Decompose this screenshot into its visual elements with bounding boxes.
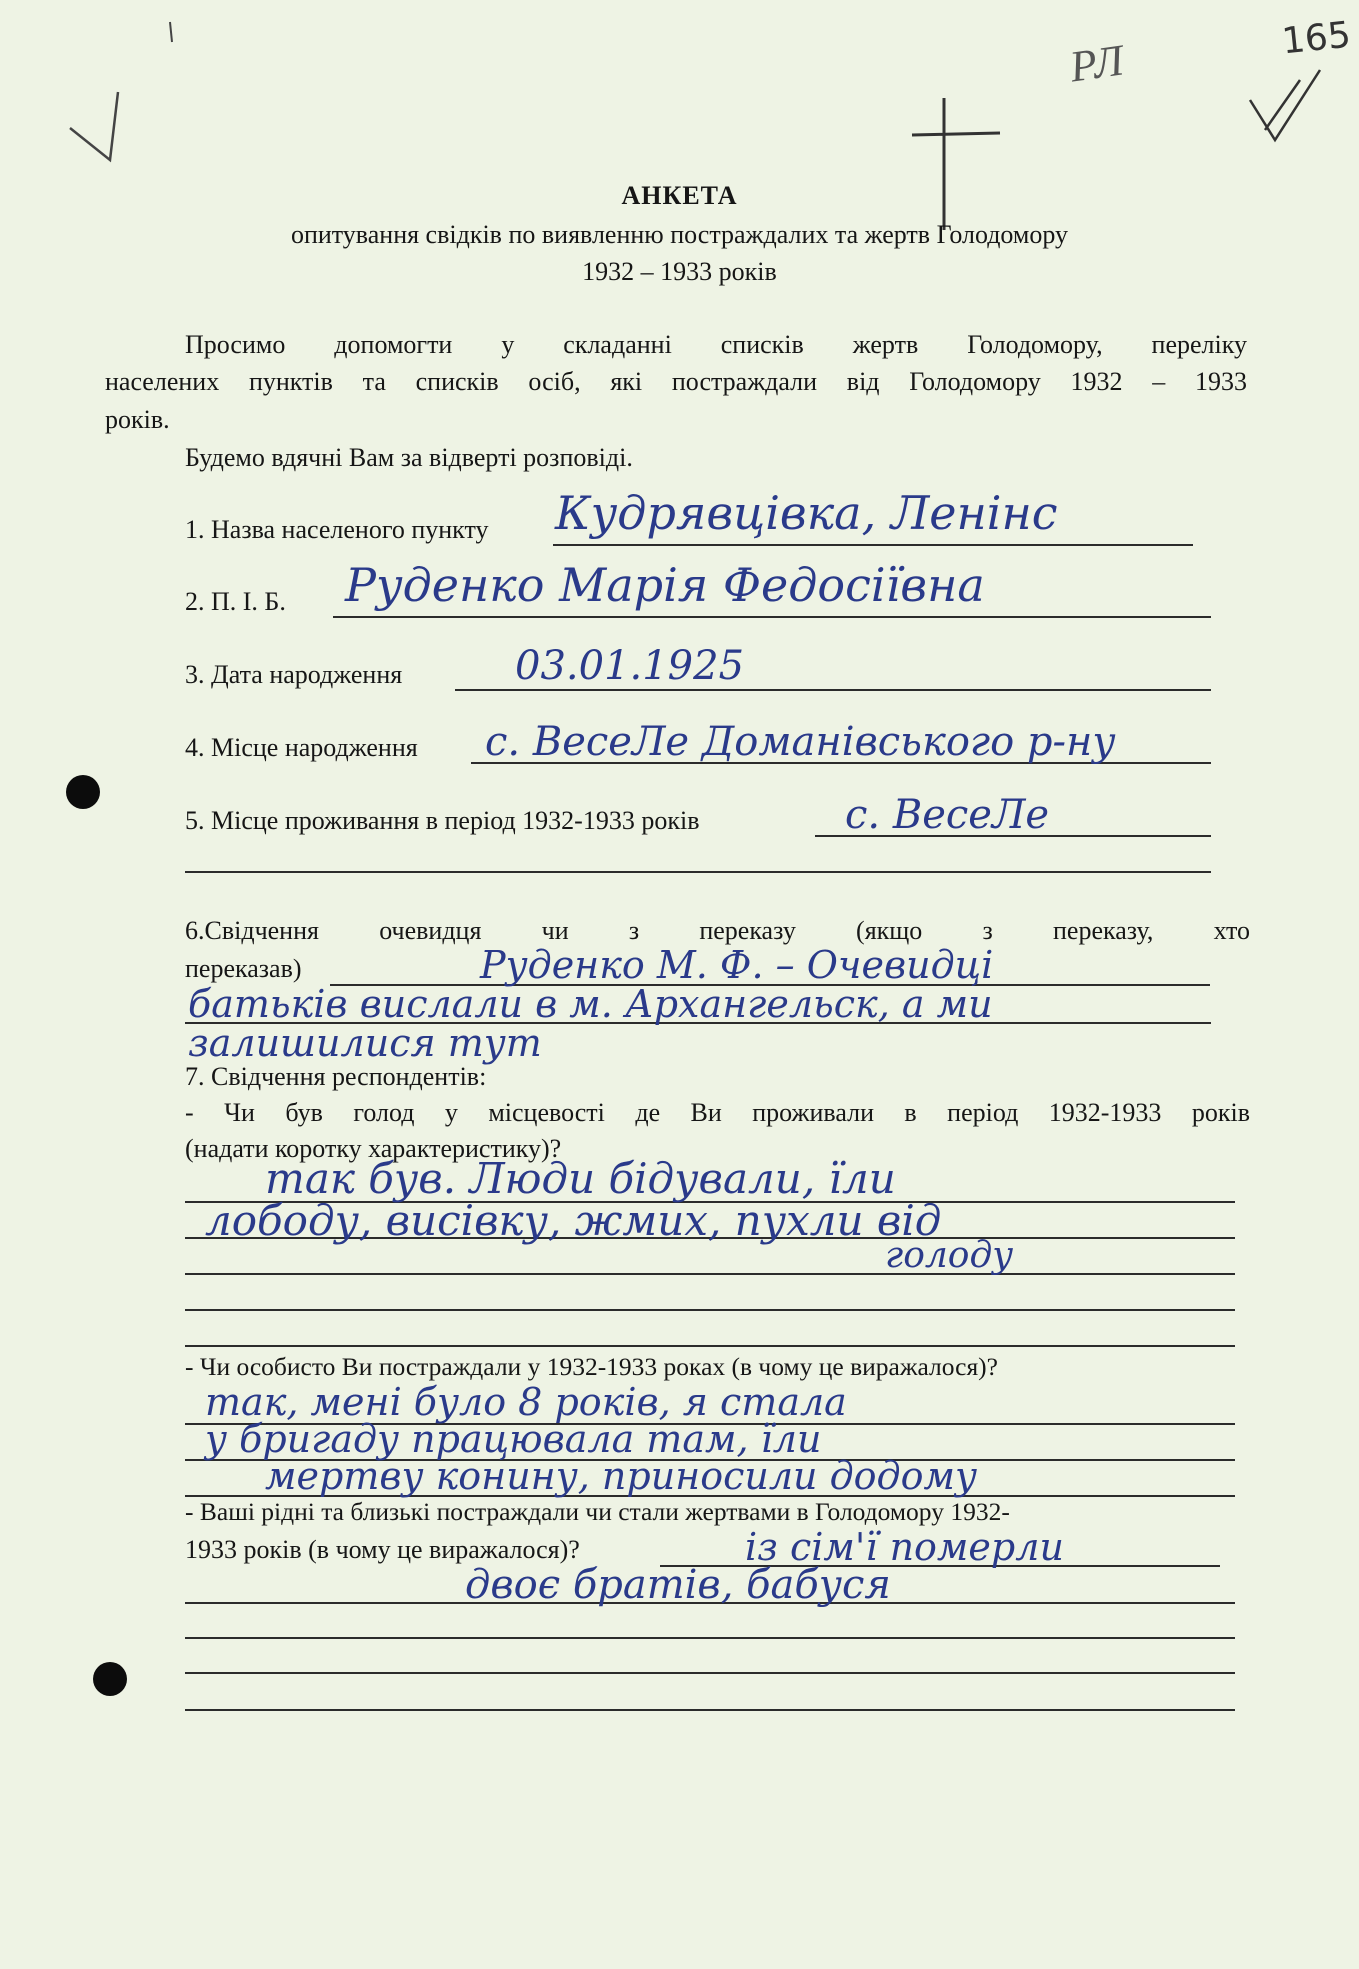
check-mark-right: [1250, 70, 1320, 140]
personal-answer-line-2: у бригаду працювала там, їли: [205, 1417, 822, 1461]
q6-answer-line-3: залишилися тут: [188, 1021, 542, 1065]
famine-question-line-1: - Чи був голод у місцевості де Ви проживали в період 1932-1933 років: [185, 1098, 1250, 1127]
birth-date-label: 3. Дата народження: [185, 660, 403, 689]
q6-label-line-2: переказав): [185, 954, 302, 983]
famine-answer-line-1: так був. Люди бідували, їли: [265, 1154, 896, 1203]
settlement-label: 1. Назва населеного пункту: [185, 515, 489, 544]
q6-label-line-1: 6.Свідчення очевидця чи з переказу (якщо з переказу, хто: [185, 916, 1250, 945]
form-years: 1932 – 1933 років: [582, 257, 777, 286]
famine-answer-line-2: лободу, висівку, жмих, пухли від: [205, 1196, 942, 1245]
personal-answer-line-1: так, мені було 8 років, я стала: [205, 1380, 847, 1424]
birth-date-value: 03.01.1925: [515, 643, 745, 689]
tick-mark-top: [170, 22, 172, 42]
settlement-line: [553, 544, 1193, 546]
relatives-question-line-2: 1933 років (в чому це виражалося)?: [185, 1535, 580, 1564]
settlement-value: Кудрявцівка, Ленінс: [555, 486, 1058, 540]
form-title: АНКЕТА: [621, 181, 738, 210]
corner-initials: РЛ: [1066, 35, 1127, 92]
famine-line-3: [185, 1273, 1235, 1275]
name-value: Руденко Марія Федосіївна: [345, 558, 985, 612]
birth-place-label: 4. Місце народження: [185, 733, 418, 762]
relatives-line-3: [185, 1637, 1235, 1639]
punch-hole-bottom: [93, 1662, 127, 1696]
relatives-line-4: [185, 1672, 1235, 1674]
relatives-question-line-1: - Ваші рідні та близькі постраждали чи стали жертвами в Голодомору 1932-: [185, 1497, 1010, 1526]
residence-label: 5. Місце проживання в період 1932-1933 років: [185, 806, 700, 835]
relatives-line-5: [185, 1709, 1235, 1711]
q6-answer-line-1: Руденко М. Ф. – Очевидці: [480, 943, 994, 987]
form-subtitle: опитування свідків по виявленню постраждалих та жертв Голодомору: [290, 220, 1069, 249]
personal-question: - Чи особисто Ви постраждали у 1932-1933 роках (в чому це виражалося)?: [185, 1352, 998, 1381]
famine-question-line-2: (надати коротку характеристику)?: [185, 1134, 562, 1163]
intro-line-3: років.: [105, 405, 170, 434]
residence-line-2: [185, 871, 1211, 873]
name-line: [333, 616, 1211, 618]
relatives-answer-line-2: двоє братів, бабуся: [465, 1562, 891, 1608]
intro-line-1: Просимо допомогти у складанні списків жертв Голодомору, переліку: [185, 330, 1247, 359]
intro-thanks: Будемо вдячні Вам за відверті розповіді.: [185, 443, 633, 472]
name-label: 2. П. І. Б.: [185, 587, 286, 616]
punch-hole-top: [66, 775, 100, 809]
q6-answer-line-2: батьків вислали в м. Архангельск, а ми: [188, 982, 993, 1026]
famine-line-4: [185, 1309, 1235, 1311]
page-number: 165: [1280, 14, 1353, 63]
famine-line-5: [185, 1345, 1235, 1347]
intro-line-2: населених пунктів та списків осіб, які постраждали від Голодомору 1932 – 1933: [105, 367, 1247, 396]
famine-answer-line-3: голоду: [885, 1235, 1014, 1276]
check-mark-left: [70, 92, 118, 160]
birth-date-line: [455, 689, 1211, 691]
relatives-answer-line-1: із сім'ї померли: [745, 1525, 1064, 1569]
personal-answer-line-3: мертву конину, приносили додому: [265, 1454, 978, 1498]
q7-title: 7. Свідчення респондентів:: [185, 1062, 487, 1091]
birth-place-value: с. ВесеЛе Доманівського р-ну: [485, 719, 1116, 765]
residence-value: с. ВесеЛе: [845, 792, 1050, 838]
